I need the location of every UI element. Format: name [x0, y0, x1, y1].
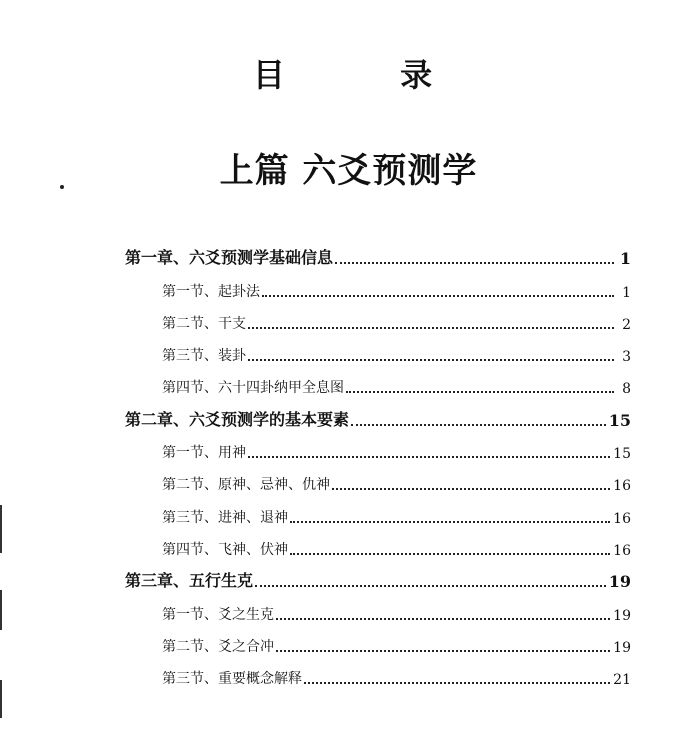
toc-entry-title: 第二节、原神、忌神、仇神 — [162, 477, 330, 494]
dot-leader — [332, 487, 610, 490]
toc-page-number: 19 — [613, 639, 631, 656]
dot-leader — [276, 649, 610, 652]
scan-speck — [60, 185, 64, 189]
toc-entry-title: 第四节、六十四卦纳甲全息图 — [162, 380, 344, 397]
toc-entry-title: 第一节、爻之生克 — [162, 606, 274, 623]
dot-leader — [262, 294, 614, 297]
table-of-contents — [125, 236, 631, 688]
dot-leader — [351, 423, 606, 426]
dot-leader — [304, 681, 610, 684]
dot-leader — [248, 326, 614, 329]
toc-chapter-row[interactable] — [125, 559, 631, 591]
toc-section-row[interactable] — [125, 430, 631, 462]
toc-page-number: 21 — [613, 672, 631, 689]
toc-entry-title: 第二节、爻之合冲 — [162, 638, 274, 655]
toc-page-number: 19 — [613, 607, 631, 624]
toc-chapter-row[interactable] — [125, 236, 631, 268]
toc-page-number: 16 — [613, 542, 631, 559]
dot-leader — [255, 584, 606, 587]
toc-entry-title: 第三节、进神、退神 — [162, 509, 288, 526]
toc-entry-title: 第一节、起卦法 — [162, 283, 260, 300]
toc-section-row[interactable] — [125, 527, 631, 559]
dot-leader — [346, 390, 614, 393]
dot-leader — [248, 455, 610, 458]
toc-entry-title: 第三节、重要概念解释 — [162, 671, 302, 688]
scan-edge-mark — [0, 590, 2, 630]
toc-entry-title: 第二节、干支 — [162, 315, 246, 332]
toc-page-number: 19 — [608, 572, 631, 592]
toc-chapter-row[interactable] — [125, 397, 631, 429]
part-title: 上篇 六爻预测学 — [219, 151, 478, 191]
toc-section-row[interactable] — [125, 656, 631, 688]
dot-leader — [248, 358, 614, 361]
toc-entry-title: 第三章、五行生克 — [125, 571, 254, 591]
toc-section-row[interactable] — [125, 462, 631, 494]
dot-leader — [335, 261, 614, 264]
toc-section-row[interactable] — [125, 333, 631, 365]
toc-entry-title: 第一章、六爻预测学基础信息 — [125, 248, 334, 268]
toc-page-number: 15 — [613, 446, 631, 463]
toc-entry-title: 第二章、六爻预测学的基本要素 — [125, 409, 350, 429]
toc-entry-title: 第四节、飞神、伏神 — [162, 541, 288, 558]
dot-leader — [290, 552, 610, 555]
toc-section-row[interactable] — [125, 494, 631, 526]
dot-leader — [276, 617, 610, 620]
page-heading: 目 录 — [252, 56, 485, 94]
toc-section-row[interactable] — [125, 301, 631, 333]
toc-section-row[interactable] — [125, 365, 631, 397]
toc-page-number: 2 — [622, 316, 631, 333]
toc-page-number: 15 — [608, 410, 631, 430]
toc-page-number: 1 — [619, 249, 631, 269]
dot-leader — [290, 520, 610, 523]
scan-edge-mark — [0, 505, 2, 553]
toc-section-row[interactable] — [125, 624, 631, 656]
scan-edge-mark — [0, 680, 2, 718]
toc-page-number: 16 — [613, 510, 631, 527]
toc-page-number: 1 — [622, 284, 631, 301]
toc-entry-title: 第三节、装卦 — [162, 348, 246, 365]
toc-page-number: 16 — [613, 478, 631, 495]
toc-entry-title: 第一节、用神 — [162, 445, 246, 462]
toc-page-number: 8 — [622, 381, 631, 398]
toc-section-row[interactable] — [125, 591, 631, 623]
toc-page-number: 3 — [622, 349, 631, 366]
toc-section-row[interactable] — [125, 268, 631, 300]
